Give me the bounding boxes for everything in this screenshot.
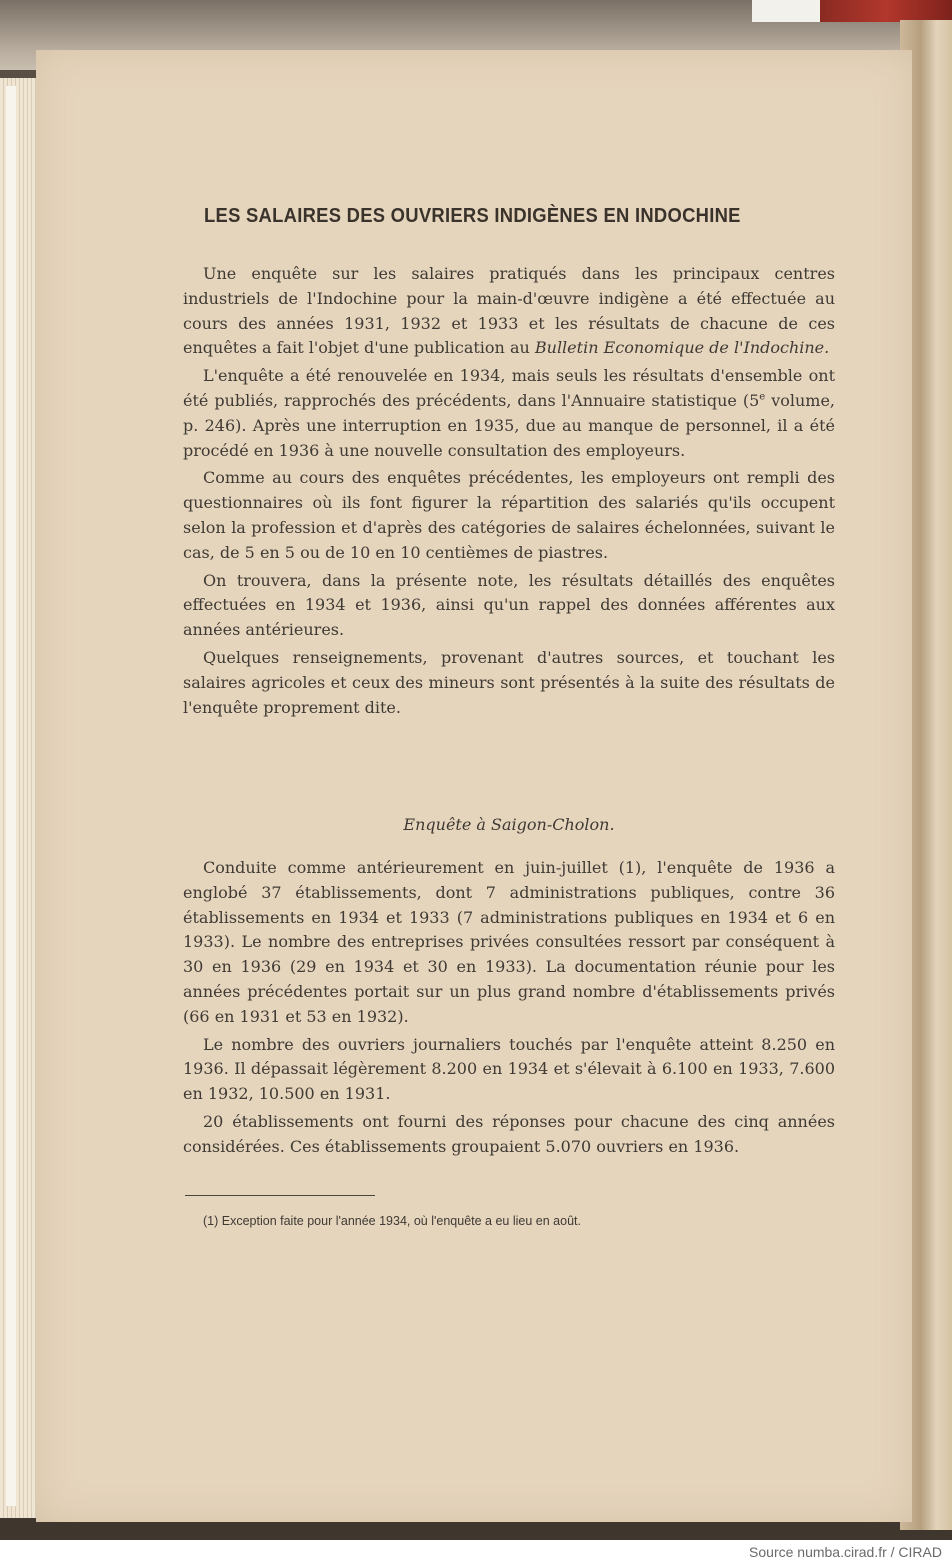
intro-paragraph-4: On trouvera, dans la présente note, les résultats détaillés des enquêtes effectuées en 1934 et 1936, ainsi qu'un rappel des données afférentes aux années antérieures. bbox=[183, 570, 835, 640]
intro-text bbox=[183, 262, 835, 723]
bookmark-card bbox=[752, 0, 820, 22]
section-paragraph-1: Conduite comme antérieurement en juin-juillet (1), l'enquête de 1936 a englobé 37 établissements, dont 7 administrations publiques, contre 36 établissements en 1934 et 1933 (7 administrations publiques en 1934 et 6 en 1933). Le nombre des entreprises privées consultées ressort par conséquent à 30 en 1936 (29 en 1934 et 30 en 1933). La documentation réunie pour les années précédentes portait sur un plus grand nombre d'établissements privés (66 en 1931 et 53 en 1932). bbox=[183, 858, 835, 1026]
intro-paragraph-1: Une enquête sur les salaires pratiqués dans les principaux centres industriels de l'Indochine pour la main-d'œuvre indigène a été effectuée au cours des années 1931, 1932 et 1933 et les résultats de chacune de ces enquêtes a fait l'objet d'une publication au Bulletin Economique de l'Indochine. bbox=[183, 264, 835, 358]
source-credit: Source numba.cirad.fr / CIRAD bbox=[749, 1544, 942, 1560]
section-title: Enquête à Saigon-Cholon. bbox=[403, 815, 615, 834]
page-title: LES SALAIRES DES OUVRIERS INDIGÈNES EN INDOCHINE bbox=[204, 205, 741, 227]
footnote: (1) Exception faite pour l'année 1934, où l'enquête a eu lieu en août. bbox=[203, 1214, 581, 1228]
intro-paragraph-2: L'enquête a été renouvelée en 1934, mais seuls les résultats d'ensemble ont été publiés, rapprochés des précédents, dans l'Annuaire statistique (5e volume, p. 246). Après une interruption en 1935, due au manque de personnel, il a été procédé en 1936 à une nouvelle consultation des employeurs. bbox=[183, 366, 836, 460]
section-text bbox=[183, 856, 835, 1163]
section-paragraph-2: Le nombre des ouvriers journaliers touchés par l'enquête atteint 8.250 en 1936. Il dépassait légèrement 8.200 en 1934 et s'élevait à 6.100 en 1933, 7.600 en 1932, 10.500 en 1931. bbox=[183, 1034, 835, 1104]
intro-paragraph-5: Quelques renseignements, provenant d'autres sources, et touchant les salaires agricoles et ceux des mineurs sont présentés à la suite des résultats de l'enquête proprement dite. bbox=[183, 647, 835, 717]
left-page-edge bbox=[6, 86, 16, 1506]
section-paragraph-3: 20 établissements ont fourni des réponses pour chacune des cinq années considérées. Ces établissements groupaient 5.070 ouvriers en 1936. bbox=[183, 1111, 835, 1156]
red-book-cover bbox=[820, 0, 952, 22]
intro-paragraph-3: Comme au cours des enquêtes précédentes, les employeurs ont rempli des questionnaires où ils font figurer la répartition des salariés qu'ils occupent selon la profession et d'après des catégories de salaires échelonnées, suivant le cas, de 5 en 5 ou de 10 en 10 centièmes de piastres. bbox=[183, 468, 835, 562]
footnote-divider bbox=[185, 1195, 375, 1196]
